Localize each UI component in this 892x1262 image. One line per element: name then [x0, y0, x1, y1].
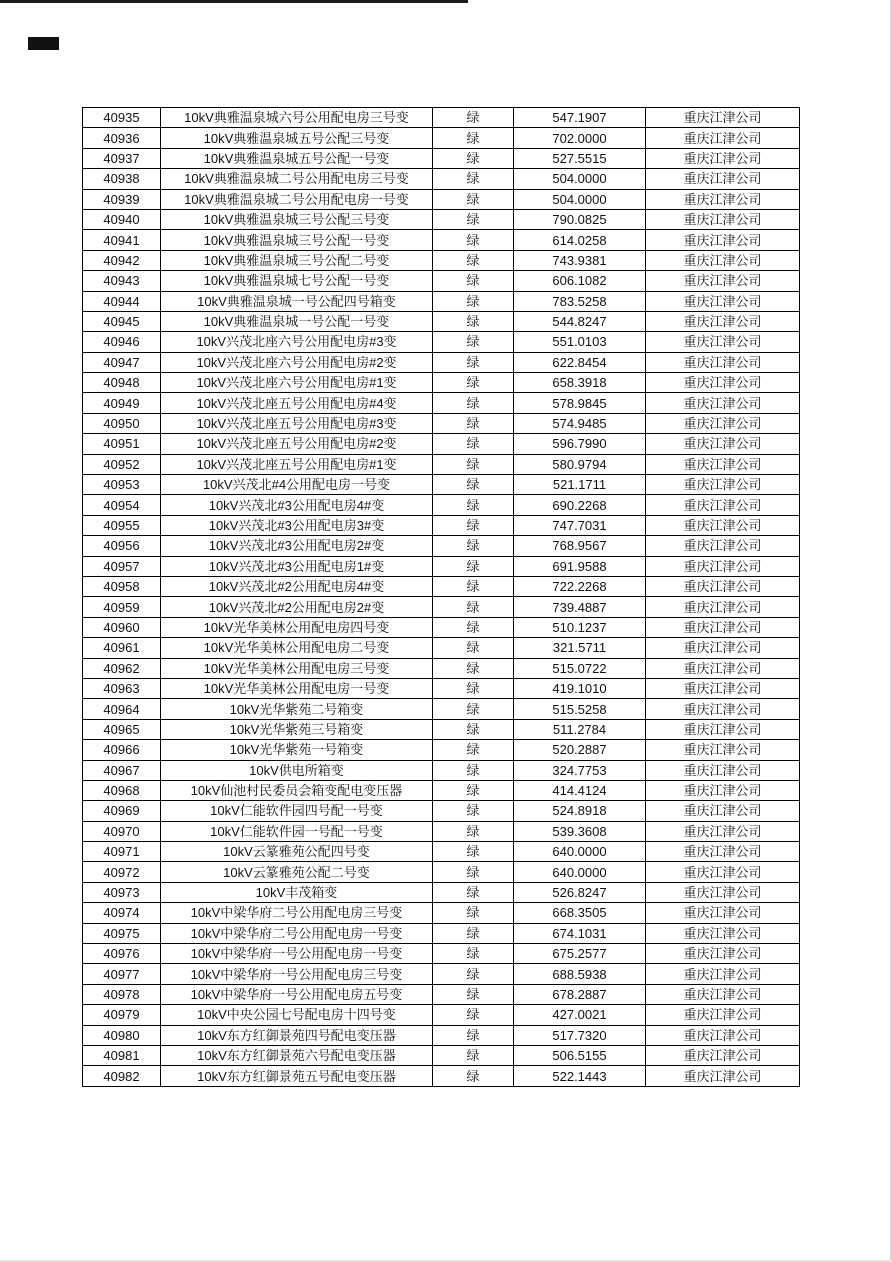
cell-status: 绿: [433, 434, 514, 454]
cell-id: 40947: [83, 352, 161, 372]
cell-id: 40957: [83, 556, 161, 576]
table-row: [83, 250, 800, 270]
table-row: [83, 413, 800, 433]
cell-value: 747.7031: [514, 515, 646, 535]
table-row: [83, 434, 800, 454]
cell-company: 重庆江津公司: [646, 413, 800, 433]
cell-company: 重庆江津公司: [646, 923, 800, 943]
cell-company: 重庆江津公司: [646, 454, 800, 474]
cell-value: 522.1443: [514, 1066, 646, 1086]
cell-value: 551.0103: [514, 332, 646, 352]
table-row: [83, 862, 800, 882]
table-row: [83, 719, 800, 739]
cell-id: 40948: [83, 373, 161, 393]
cell-company: 重庆江津公司: [646, 984, 800, 1004]
cell-status: 绿: [433, 271, 514, 291]
table-row: [83, 148, 800, 168]
cell-id: 40960: [83, 617, 161, 637]
cell-company: 重庆江津公司: [646, 903, 800, 923]
cell-id: 40971: [83, 842, 161, 862]
cell-id: 40937: [83, 148, 161, 168]
cell-id: 40979: [83, 1005, 161, 1025]
cell-id: 40954: [83, 495, 161, 515]
cell-status: 绿: [433, 801, 514, 821]
cell-value: 427.0021: [514, 1005, 646, 1025]
cell-name: 10kV光华美林公用配电房二号变: [161, 638, 433, 658]
cell-id: 40942: [83, 250, 161, 270]
table-row: [83, 597, 800, 617]
cell-id: 40966: [83, 740, 161, 760]
cell-company: 重庆江津公司: [646, 638, 800, 658]
cell-id: 40975: [83, 923, 161, 943]
cell-name: 10kV兴茂北座六号公用配电房#1变: [161, 373, 433, 393]
table-row: [83, 576, 800, 596]
cell-status: 绿: [433, 556, 514, 576]
cell-company: 重庆江津公司: [646, 780, 800, 800]
cell-name: 10kV典雅温泉城三号公配三号变: [161, 209, 433, 229]
cell-name: 10kV中梁华府一号公用配电房一号变: [161, 944, 433, 964]
cell-value: 526.8247: [514, 882, 646, 902]
cell-company: 重庆江津公司: [646, 352, 800, 372]
table-row: [83, 189, 800, 209]
cell-value: 504.0000: [514, 189, 646, 209]
cell-value: 574.9485: [514, 413, 646, 433]
cell-value: 668.3505: [514, 903, 646, 923]
table-row: [83, 882, 800, 902]
cell-id: 40950: [83, 413, 161, 433]
cell-value: 544.8247: [514, 311, 646, 331]
cell-value: 622.8454: [514, 352, 646, 372]
cell-id: 40955: [83, 515, 161, 535]
cell-status: 绿: [433, 882, 514, 902]
cell-id: 40976: [83, 944, 161, 964]
table-row: [83, 108, 800, 128]
table-row: [83, 291, 800, 311]
cell-status: 绿: [433, 1025, 514, 1045]
cell-id: 40969: [83, 801, 161, 821]
table-body: [83, 108, 800, 1087]
cell-company: 重庆江津公司: [646, 821, 800, 841]
cell-company: 重庆江津公司: [646, 842, 800, 862]
cell-name: 10kV东方红御景苑六号配电变压器: [161, 1045, 433, 1065]
table-row: [83, 332, 800, 352]
cell-value: 722.2268: [514, 576, 646, 596]
table-row: [83, 495, 800, 515]
cell-id: 40978: [83, 984, 161, 1004]
cell-status: 绿: [433, 658, 514, 678]
table-row: [83, 944, 800, 964]
cell-company: 重庆江津公司: [646, 169, 800, 189]
cell-value: 524.8918: [514, 801, 646, 821]
cell-name: 10kV东方红御景苑五号配电变压器: [161, 1066, 433, 1086]
cell-status: 绿: [433, 617, 514, 637]
cell-value: 520.2887: [514, 740, 646, 760]
cell-company: 重庆江津公司: [646, 699, 800, 719]
cell-status: 绿: [433, 291, 514, 311]
cell-value: 688.5938: [514, 964, 646, 984]
cell-id: 40949: [83, 393, 161, 413]
cell-id: 40961: [83, 638, 161, 658]
cell-status: 绿: [433, 821, 514, 841]
cell-status: 绿: [433, 1066, 514, 1086]
cell-company: 重庆江津公司: [646, 862, 800, 882]
cell-status: 绿: [433, 842, 514, 862]
cell-value: 702.0000: [514, 128, 646, 148]
cell-company: 重庆江津公司: [646, 475, 800, 495]
cell-value: 578.9845: [514, 393, 646, 413]
cell-name: 10kV中梁华府一号公用配电房三号变: [161, 964, 433, 984]
cell-company: 重庆江津公司: [646, 515, 800, 535]
cell-name: 10kV兴茂北座五号公用配电房#3变: [161, 413, 433, 433]
cell-status: 绿: [433, 984, 514, 1004]
cell-id: 40951: [83, 434, 161, 454]
cell-id: 40940: [83, 209, 161, 229]
cell-value: 674.1031: [514, 923, 646, 943]
cell-company: 重庆江津公司: [646, 291, 800, 311]
cell-id: 40944: [83, 291, 161, 311]
cell-status: 绿: [433, 250, 514, 270]
cell-id: 40964: [83, 699, 161, 719]
cell-status: 绿: [433, 760, 514, 780]
cell-value: 515.5258: [514, 699, 646, 719]
cell-company: 重庆江津公司: [646, 209, 800, 229]
cell-name: 10kV典雅温泉城二号公用配电房一号变: [161, 189, 433, 209]
cell-company: 重庆江津公司: [646, 597, 800, 617]
cell-company: 重庆江津公司: [646, 556, 800, 576]
cell-id: 40963: [83, 678, 161, 698]
cell-company: 重庆江津公司: [646, 108, 800, 128]
cell-name: 10kV兴茂北座五号公用配电房#1变: [161, 454, 433, 474]
cell-company: 重庆江津公司: [646, 1005, 800, 1025]
cell-id: 40935: [83, 108, 161, 128]
table-row: [83, 699, 800, 719]
cell-name: 10kV光华美林公用配电房一号变: [161, 678, 433, 698]
cell-name: 10kV兴茂北#3公用配电房4#变: [161, 495, 433, 515]
table-row: [83, 230, 800, 250]
cell-value: 547.1907: [514, 108, 646, 128]
cell-company: 重庆江津公司: [646, 740, 800, 760]
cell-name: 10kV中梁华府一号公用配电房五号变: [161, 984, 433, 1004]
cell-company: 重庆江津公司: [646, 373, 800, 393]
cell-name: 10kV光华美林公用配电房四号变: [161, 617, 433, 637]
cell-name: 10kV兴茂北#2公用配电房2#变: [161, 597, 433, 617]
table-row: [83, 556, 800, 576]
cell-value: 678.2887: [514, 984, 646, 1004]
table-row: [83, 638, 800, 658]
cell-name: 10kV典雅温泉城三号公配一号变: [161, 230, 433, 250]
cell-name: 10kV中梁华府二号公用配电房一号变: [161, 923, 433, 943]
cell-value: 691.9588: [514, 556, 646, 576]
cell-company: 重庆江津公司: [646, 1025, 800, 1045]
cell-status: 绿: [433, 923, 514, 943]
cell-company: 重庆江津公司: [646, 495, 800, 515]
cell-value: 596.7990: [514, 434, 646, 454]
cell-company: 重庆江津公司: [646, 1066, 800, 1086]
cell-status: 绿: [433, 413, 514, 433]
cell-value: 517.7320: [514, 1025, 646, 1045]
cell-company: 重庆江津公司: [646, 230, 800, 250]
cell-status: 绿: [433, 536, 514, 556]
table-row: [83, 760, 800, 780]
scan-artifact-blob: [28, 37, 59, 50]
cell-value: 521.1711: [514, 475, 646, 495]
cell-value: 790.0825: [514, 209, 646, 229]
table-row: [83, 964, 800, 984]
cell-name: 10kV兴茂北座五号公用配电房#4变: [161, 393, 433, 413]
cell-status: 绿: [433, 576, 514, 596]
table-row: [83, 1045, 800, 1065]
cell-company: 重庆江津公司: [646, 760, 800, 780]
cell-name: 10kV典雅温泉城二号公用配电房三号变: [161, 169, 433, 189]
cell-company: 重庆江津公司: [646, 332, 800, 352]
cell-company: 重庆江津公司: [646, 944, 800, 964]
cell-value: 675.2577: [514, 944, 646, 964]
cell-status: 绿: [433, 454, 514, 474]
cell-id: 40970: [83, 821, 161, 841]
table-row: [83, 658, 800, 678]
cell-company: 重庆江津公司: [646, 719, 800, 739]
cell-status: 绿: [433, 903, 514, 923]
cell-company: 重庆江津公司: [646, 882, 800, 902]
cell-status: 绿: [433, 515, 514, 535]
cell-status: 绿: [433, 311, 514, 331]
cell-value: 640.0000: [514, 862, 646, 882]
cell-company: 重庆江津公司: [646, 576, 800, 596]
cell-status: 绿: [433, 495, 514, 515]
table-row: [83, 475, 800, 495]
cell-id: 40938: [83, 169, 161, 189]
cell-name: 10kV典雅温泉城一号公配四号箱变: [161, 291, 433, 311]
cell-status: 绿: [433, 944, 514, 964]
cell-name: 10kV东方红御景苑四号配电变压器: [161, 1025, 433, 1045]
transformer-table: [82, 107, 800, 1087]
cell-value: 580.9794: [514, 454, 646, 474]
cell-status: 绿: [433, 189, 514, 209]
cell-name: 10kV典雅温泉城五号公配三号变: [161, 128, 433, 148]
cell-status: 绿: [433, 128, 514, 148]
cell-status: 绿: [433, 964, 514, 984]
table-row: [83, 617, 800, 637]
cell-id: 40943: [83, 271, 161, 291]
cell-value: 321.5711: [514, 638, 646, 658]
cell-id: 40941: [83, 230, 161, 250]
cell-value: 504.0000: [514, 169, 646, 189]
cell-id: 40982: [83, 1066, 161, 1086]
cell-status: 绿: [433, 108, 514, 128]
cell-name: 10kV光华紫苑三号箱变: [161, 719, 433, 739]
cell-id: 40973: [83, 882, 161, 902]
cell-status: 绿: [433, 678, 514, 698]
cell-company: 重庆江津公司: [646, 250, 800, 270]
cell-status: 绿: [433, 699, 514, 719]
cell-value: 783.5258: [514, 291, 646, 311]
cell-status: 绿: [433, 169, 514, 189]
cell-name: 10kV中梁华府二号公用配电房三号变: [161, 903, 433, 923]
table-row: [83, 842, 800, 862]
cell-name: 10kV云篆雅苑公配四号变: [161, 842, 433, 862]
table-row: [83, 984, 800, 1004]
cell-name: 10kV典雅温泉城三号公配二号变: [161, 250, 433, 270]
cell-status: 绿: [433, 1045, 514, 1065]
cell-id: 40946: [83, 332, 161, 352]
table-row: [83, 271, 800, 291]
cell-value: 606.1082: [514, 271, 646, 291]
cell-id: 40958: [83, 576, 161, 596]
cell-value: 640.0000: [514, 842, 646, 862]
cell-name: 10kV兴茂北#2公用配电房4#变: [161, 576, 433, 596]
cell-name: 10kV云篆雅苑公配二号变: [161, 862, 433, 882]
cell-status: 绿: [433, 475, 514, 495]
table-row: [83, 1066, 800, 1086]
cell-name: 10kV兴茂北#3公用配电房2#变: [161, 536, 433, 556]
cell-company: 重庆江津公司: [646, 393, 800, 413]
cell-name: 10kV兴茂北#3公用配电房1#变: [161, 556, 433, 576]
cell-id: 40972: [83, 862, 161, 882]
cell-value: 510.1237: [514, 617, 646, 637]
table-row: [83, 393, 800, 413]
cell-name: 10kV兴茂北#3公用配电房3#变: [161, 515, 433, 535]
cell-value: 614.0258: [514, 230, 646, 250]
table-row: [83, 209, 800, 229]
cell-id: 40959: [83, 597, 161, 617]
table-row: [83, 903, 800, 923]
cell-name: 10kV供电所箱变: [161, 760, 433, 780]
cell-id: 40953: [83, 475, 161, 495]
cell-company: 重庆江津公司: [646, 189, 800, 209]
cell-name: 10kV典雅温泉城一号公配一号变: [161, 311, 433, 331]
cell-status: 绿: [433, 352, 514, 372]
cell-status: 绿: [433, 719, 514, 739]
table-row: [83, 740, 800, 760]
cell-company: 重庆江津公司: [646, 311, 800, 331]
cell-id: 40939: [83, 189, 161, 209]
cell-value: 743.9381: [514, 250, 646, 270]
cell-name: 10kV兴茂北座五号公用配电房#2变: [161, 434, 433, 454]
cell-value: 414.4124: [514, 780, 646, 800]
cell-value: 324.7753: [514, 760, 646, 780]
cell-name: 10kV光华紫苑二号箱变: [161, 699, 433, 719]
cell-status: 绿: [433, 740, 514, 760]
cell-company: 重庆江津公司: [646, 1045, 800, 1065]
cell-company: 重庆江津公司: [646, 128, 800, 148]
cell-value: 768.9567: [514, 536, 646, 556]
cell-status: 绿: [433, 332, 514, 352]
cell-company: 重庆江津公司: [646, 536, 800, 556]
cell-id: 40952: [83, 454, 161, 474]
cell-value: 739.4887: [514, 597, 646, 617]
cell-value: 690.2268: [514, 495, 646, 515]
cell-status: 绿: [433, 148, 514, 168]
cell-company: 重庆江津公司: [646, 678, 800, 698]
cell-id: 40945: [83, 311, 161, 331]
cell-status: 绿: [433, 780, 514, 800]
cell-name: 10kV兴茂北座六号公用配电房#2变: [161, 352, 433, 372]
cell-status: 绿: [433, 209, 514, 229]
cell-name: 10kV典雅温泉城五号公配一号变: [161, 148, 433, 168]
cell-name: 10kV兴茂北#4公用配电房一号变: [161, 475, 433, 495]
cell-id: 40974: [83, 903, 161, 923]
table-row: [83, 801, 800, 821]
table-row: [83, 311, 800, 331]
cell-status: 绿: [433, 597, 514, 617]
cell-id: 40936: [83, 128, 161, 148]
table-row: [83, 923, 800, 943]
cell-status: 绿: [433, 393, 514, 413]
cell-company: 重庆江津公司: [646, 148, 800, 168]
cell-value: 527.5515: [514, 148, 646, 168]
cell-status: 绿: [433, 638, 514, 658]
table-row: [83, 821, 800, 841]
cell-company: 重庆江津公司: [646, 964, 800, 984]
cell-company: 重庆江津公司: [646, 617, 800, 637]
cell-id: 40956: [83, 536, 161, 556]
cell-company: 重庆江津公司: [646, 658, 800, 678]
cell-value: 506.5155: [514, 1045, 646, 1065]
table-row: [83, 678, 800, 698]
cell-name: 10kV仁能软件园一号配一号变: [161, 821, 433, 841]
cell-value: 539.3608: [514, 821, 646, 841]
cell-status: 绿: [433, 1005, 514, 1025]
scan-artifact-top-line: [0, 0, 468, 3]
table-row: [83, 515, 800, 535]
cell-status: 绿: [433, 373, 514, 393]
cell-id: 40965: [83, 719, 161, 739]
cell-value: 515.0722: [514, 658, 646, 678]
cell-name: 10kV中央公园七号配电房十四号变: [161, 1005, 433, 1025]
table-row: [83, 780, 800, 800]
table-row: [83, 1025, 800, 1045]
table-row: [83, 1005, 800, 1025]
table-row: [83, 352, 800, 372]
table-row: [83, 536, 800, 556]
cell-id: 40977: [83, 964, 161, 984]
cell-name: 10kV丰茂箱变: [161, 882, 433, 902]
cell-value: 419.1010: [514, 678, 646, 698]
cell-company: 重庆江津公司: [646, 434, 800, 454]
cell-id: 40968: [83, 780, 161, 800]
cell-name: 10kV仁能软件园四号配一号变: [161, 801, 433, 821]
cell-name: 10kV仙池村民委员会箱变配电变压器: [161, 780, 433, 800]
cell-id: 40967: [83, 760, 161, 780]
cell-name: 10kV光华美林公用配电房三号变: [161, 658, 433, 678]
cell-company: 重庆江津公司: [646, 801, 800, 821]
cell-status: 绿: [433, 230, 514, 250]
cell-id: 40962: [83, 658, 161, 678]
cell-status: 绿: [433, 862, 514, 882]
cell-value: 511.2784: [514, 719, 646, 739]
table-row: [83, 128, 800, 148]
cell-name: 10kV典雅温泉城七号公配一号变: [161, 271, 433, 291]
table-row: [83, 373, 800, 393]
cell-id: 40981: [83, 1045, 161, 1065]
table-row: [83, 169, 800, 189]
cell-name: 10kV兴茂北座六号公用配电房#3变: [161, 332, 433, 352]
cell-name: 10kV典雅温泉城六号公用配电房三号变: [161, 108, 433, 128]
cell-name: 10kV光华紫苑一号箱变: [161, 740, 433, 760]
cell-value: 658.3918: [514, 373, 646, 393]
cell-company: 重庆江津公司: [646, 271, 800, 291]
table-row: [83, 454, 800, 474]
cell-id: 40980: [83, 1025, 161, 1045]
